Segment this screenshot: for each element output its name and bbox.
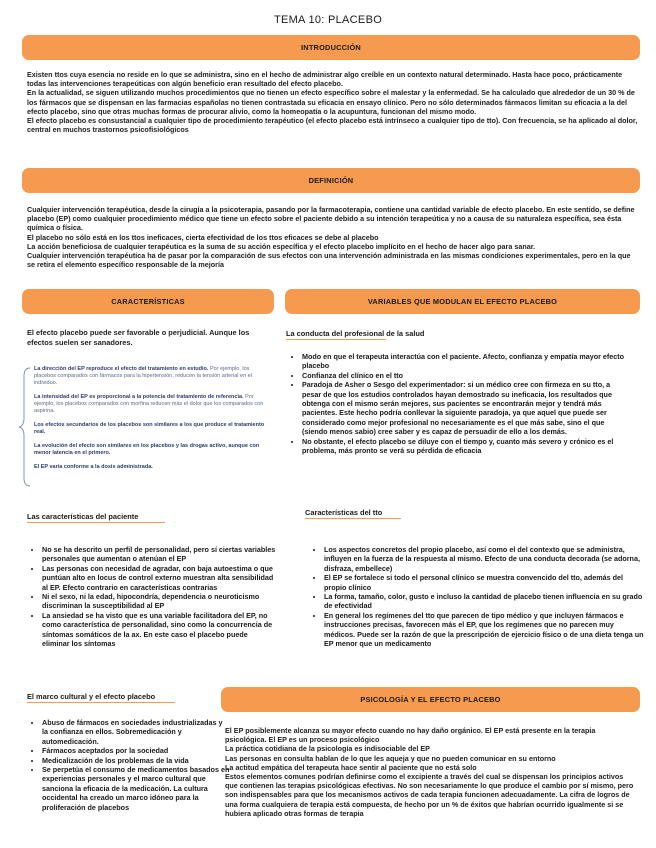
profesional-underline bbox=[286, 339, 386, 340]
note-item: La evolución del efecto son similares en los placebos y las drogas activo, aunque con menor latencia en el primero. bbox=[34, 443, 260, 456]
psicologia-paragraph: El EP posiblemente alcanza su mayor efecto cuando no hay daño orgánico. El EP está presente en la terapia psicológica. El EP es un proceso psicológico bbox=[225, 726, 596, 745]
intro-paragraph: El efecto placebo es consustancial a cualquier tipo de procedimiento terapéutico (el efecto placebo está intrínseco a cualquier tipo de tto). Con frecuencia, se ha aplicado al dolor, central en muchos trastornos psicofisiológicos bbox=[27, 116, 638, 135]
psicologia-paragraph: Estos elementos comunes podrían definirse como el excipiente a través del cual se dispensan los principios activos que contienen las terapias psicológicas efectivas. No son necesariamente lo que produce el cambio por sí mismo, pero son indispensables para que los mecanismos activos de cada terapia funcionen adecuadamente. La cifra de logros de una forma cualquiera de terapia está compuesta, de hecho por un % de éxitos que habrían ocurrido igualmente si se hubiera aplicado otras formas de terapia bbox=[225, 772, 634, 818]
list-item: • Paradoja de Asher o Sesgo del experimentador: si un médico cree con firmeza en su tto, a pesar de que los estudios controlados hayan demostrado su ineficacia, los resultados que obtenga con el mismo serán mejores, sus pacientes se encontrarán mejor y tendrá más pacientes. Este hecho podría conllevar la siguiente paradoja, ya que aquel que puede ser considerado como mejor profesional no necesariamente es el que más sabe, sino el que (siendo menos sabio) cree saber y es capaz de persuadir de ello a los demás. bbox=[302, 380, 630, 436]
definicion-paragraph: Cualquier intervención terapéutica ha de pasar por la comparación de sus efectos con una intervención administrada en las mismas condiciones experimentales, pero en la que se retira el elemento específico responsable de la mejoría bbox=[27, 251, 631, 270]
list-item: • Los aspectos concretos del propio placebo, así como el del contexto que se administra, influyen en la fuerza de la respuesta al mismo. Efecto de una conducta decorada (se adorna, disfraza, embellece) bbox=[324, 545, 644, 573]
definicion-paragraph: La acción beneficiosa de cualquier terapéutica es la suma de su acción específica y el efecto placebo implícito en el hecho de hacer algo para sanar. bbox=[27, 241, 536, 251]
psicologia-paragraph: La actitud empática del terapeuta hace sentir al paciente que no está solo bbox=[225, 762, 477, 772]
definicion-paragraph: El placebo no sólo está en los ttos ineficaces, cierta efectividad de los ttos eficaces se debe al placebo bbox=[27, 232, 379, 242]
intro-text bbox=[27, 70, 639, 134]
list-item: • Abuso de fármacos en sociedades industrializadas y la confianza en ellos. Sobremedicación y automedicación. bbox=[42, 718, 230, 746]
list-item: • Modo en que el terapeuta interactúa con el paciente. Afecto, confianza y empatía mayor efecto placebo bbox=[302, 352, 630, 371]
paciente-list bbox=[30, 545, 276, 648]
list-item: • En general los regímenes del tto que parecen de tipo médico y que incluyen fármacos e instrucciones precisas, favorecen más el EP, que los regímenes que no parecen muy médicos. Puede ser la razón de que la prescripción de ejercicio físico o de una dieta tenga un EP menor que un medicamento bbox=[324, 611, 644, 649]
profesional-heading: La conducta del profesional de la salud bbox=[286, 329, 425, 338]
note-item: La dirección del EP reproduce el efecto del tratamiento en estudio. Por ejemplo, los placebos comparados con fármacos para la hipertensión, reducen la tensión arterial en el individuo. bbox=[34, 366, 252, 386]
list-item: • No obstante, el efecto placebo se diluye con el tiempo y, cuanto más severo y crónico es el problema, más pronto se verá su pérdida de eficacia bbox=[302, 437, 630, 456]
marco-heading: El marco cultural y el efecto placebo bbox=[27, 692, 156, 701]
caracteristicas-heading: CARACTERÍSTICAS bbox=[22, 289, 274, 314]
tto-heading: Características del tto bbox=[305, 508, 383, 517]
psicologia-paragraph: La práctica cotidiana de la psicología es indisociable del EP bbox=[225, 744, 430, 754]
profesional-list bbox=[290, 352, 630, 455]
definicion-heading: DEFINICIÓN bbox=[22, 168, 640, 193]
note-item: El EP varía conforme a la dosis administrada. bbox=[34, 464, 153, 470]
list-item: • No se ha descrito un perfil de personalidad, pero sí ciertas variables personales que aumentan o atenúan el EP bbox=[42, 545, 276, 564]
list-item: • El EP se fortalece si todo el personal clínico se muestra convencido del tto, además del propio clínico bbox=[324, 573, 644, 592]
page-title: TEMA 10: PLACEBO bbox=[273, 14, 383, 26]
paciente-heading: Las características del paciente bbox=[27, 512, 139, 521]
definicion-paragraph: Cualquier intervención terapéutica, desde la cirugía a la psicoterapia, pasando por la farmacoterapia, contiene una cantidad variable de efecto placebo. En este sentido, se define placebo (EP) como cualquier procedimiento médico que tiene un efecto sobre el paciente debido a su intención terapeútica y no a causa de su naturaleza específica, sea ésta química o física. bbox=[27, 205, 635, 233]
marco-list bbox=[30, 718, 230, 812]
intro-paragraph: Existen ttos cuya esencia no reside en lo que se administra, sino en el hecho de administrar algo creíble en un contexto natural determinado. Hasta hace poco, prácticamente todas las intervenciones terapeúticas con algún beneficio eran resultado del efecto placebo. bbox=[27, 70, 623, 89]
intro-heading: INTRODUCCIÓN bbox=[22, 35, 640, 60]
caracteristicas-notes bbox=[18, 366, 268, 488]
tto-list bbox=[312, 545, 644, 648]
paciente-underline bbox=[27, 522, 165, 523]
brace-icon bbox=[18, 366, 32, 488]
tto-underline bbox=[305, 518, 401, 519]
list-item: • Medicalización de los problemas de la vida bbox=[42, 756, 230, 765]
list-item: • Fármacos aceptados por la sociedad bbox=[42, 746, 230, 755]
intro-paragraph: En la actualidad, se siguen utilizando muchos procedimientos que no tienen un efecto específico sobre el malestar y la enfermedad. Se ha calculado que alrededor de un 30 % de los fármacos que se dispensan en las farmacias españolas no tienen contrastada su eficacia en ensayo clínico. Pero no sólo determinados fármacos limitan su eficacia a la del efecto placebo, sino que otras muchas formas de procurar alivio, como la homeopatía o la acupuntura, funcionan del mismo modo. bbox=[27, 88, 635, 116]
list-item: • Ni el sexo, ni la edad, hipocondría, dependencia o neuroticismo discriminan la susceptibilidad al EP bbox=[42, 592, 276, 611]
list-item: • Se perpetúa el consumo de medicamentos basados en experiencias personales y el marco cultural que sanciona la eficacia de la medicación. La cultura occidental ha creado un marco idóneo para la proliferación de placebos bbox=[42, 765, 230, 812]
caracteristicas-intro: El efecto placebo puede ser favorable o perjudicial. Aunque los efectos suelen ser sanadores. bbox=[27, 328, 250, 347]
psicologia-heading: PSICOLOGÍA Y EL EFECTO PLACEBO bbox=[221, 687, 640, 712]
note-item: La intensidad del EP es proporcional a la potencia del tratamiento de referencia. Por ejemplo, los placebos comparados con morfina reducen más el dolor que los comparados con aspirina. bbox=[34, 394, 264, 414]
psicologia-text bbox=[225, 726, 637, 818]
list-item: • Las personas con necesidad de agradar, con baja autoestima o que puntúan alto en locus de control externo muestran alta sensibilidad al EP. Efecto contrario en características contrarias bbox=[42, 564, 276, 592]
list-item: • Confianza del clínico en el tto bbox=[302, 371, 630, 380]
variables-heading: VARIABLES QUE MODULAN EL EFECTO PLACEBO bbox=[285, 289, 640, 314]
psicologia-paragraph: Las personas en consulta hablan de lo que les aqueja y que no pueden comunicar en su entorno bbox=[225, 753, 556, 763]
list-item: • La ansiedad se ha visto que es una variable facilitadora del EP, no como característica de personalidad, sino como la concurrencia de síntomas somáticos de la ax. En este caso el placebo puede eliminar los síntomas bbox=[42, 611, 276, 649]
marco-underline bbox=[27, 702, 175, 703]
list-item: • La forma, tamaño, color, gusto e incluso la cantidad de placebo tienen influencia en su grado de efectividad bbox=[324, 592, 644, 611]
definicion-text bbox=[27, 205, 639, 269]
note-item: Los efectos secundarios de los placebos son similares a los que produce el tratamiento real. bbox=[34, 422, 265, 435]
